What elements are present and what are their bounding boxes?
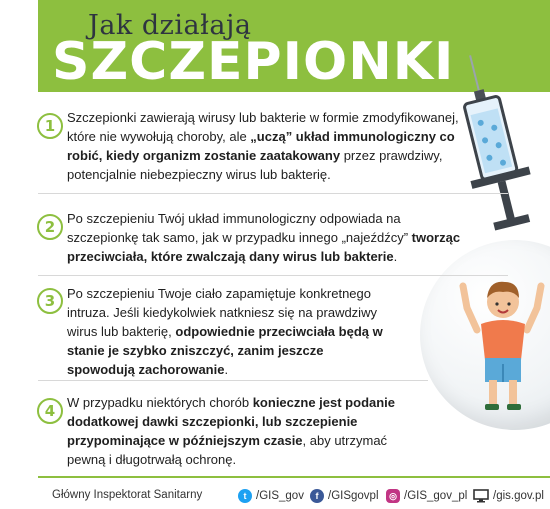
facebook-link[interactable] (310, 489, 379, 503)
step-number-3: 3 (37, 288, 63, 314)
twitter-link[interactable] (238, 489, 304, 503)
twitter-handle: /GIS_gov (256, 490, 304, 502)
instagram-handle: /GIS_gov_pl (404, 490, 468, 502)
step-part: Szczepionki zawierają wirusy lub bakterie w formie zmodyfikowanej, które nie wywołują choroby, ale (67, 110, 459, 144)
page-subtitle: Jak działają (88, 10, 252, 41)
twitter-icon: t (238, 489, 252, 503)
step-part: , aby utrzymać pewną i długotrwałą ochronę. (67, 433, 388, 467)
step-text-2 (67, 209, 467, 266)
step-emphasis: „uczą” układ immunologiczny co robić, kiedy organizm zostanie zaatakowany (67, 129, 455, 163)
step-text-4 (67, 393, 417, 469)
facebook-handle: /GISgovpl (328, 490, 379, 502)
step-part: . (393, 249, 398, 264)
footer (38, 476, 550, 509)
step-number-2: 2 (37, 214, 63, 240)
facebook-icon: f (310, 489, 324, 503)
divider (38, 275, 508, 276)
instagram-link[interactable] (386, 489, 467, 503)
divider (38, 380, 428, 381)
boy-illustration (455, 268, 550, 418)
step-number-1: 1 (37, 113, 63, 139)
website-url: /gis.gov.pl (493, 490, 544, 502)
step-text-3 (67, 284, 387, 379)
page-title: SZCZEPIONKI (52, 32, 455, 92)
step-number-4: 4 (37, 398, 63, 424)
step-emphasis: konieczne jest podanie dodatkowej dawki szczepionki, lub szczepienie przypominające w późniejszym czasie (67, 395, 396, 448)
divider (38, 193, 508, 194)
footer-org: Główny Inspektorat Sanitarny (52, 489, 203, 501)
step-part: Po szczepieniu Twój układ immunologiczny odpowiada na szczepionkę tak samo, jak w przypadku innego „najeźdźcy” (67, 211, 412, 245)
step-part: . (224, 362, 229, 377)
step-part: przez prawdziwy, potencjalnie niebezpieczny wirus lub bakterię. (67, 148, 443, 182)
website-link[interactable] (473, 489, 544, 503)
step-part: W przypadku niektórych chorób (67, 395, 253, 410)
step-emphasis: tworząc przeciwciała, które zwalczają dany wirus lub bakterie (67, 230, 461, 264)
step-emphasis: odpowiednie przeciwciała będą w stanie je szybko zniszczyć, zanim jeszcze spowodują zachorowanie (67, 324, 383, 377)
instagram-icon: ◎ (386, 489, 400, 503)
step-text-1 (67, 108, 467, 184)
monitor-icon (473, 489, 489, 503)
step-part: Po szczepieniu Twoje ciało zapamiętuje konkretnego intruza. Jeśli kiedykolwiek natkniesz się na prawdziwy wirus lub bakterię, (67, 286, 377, 339)
